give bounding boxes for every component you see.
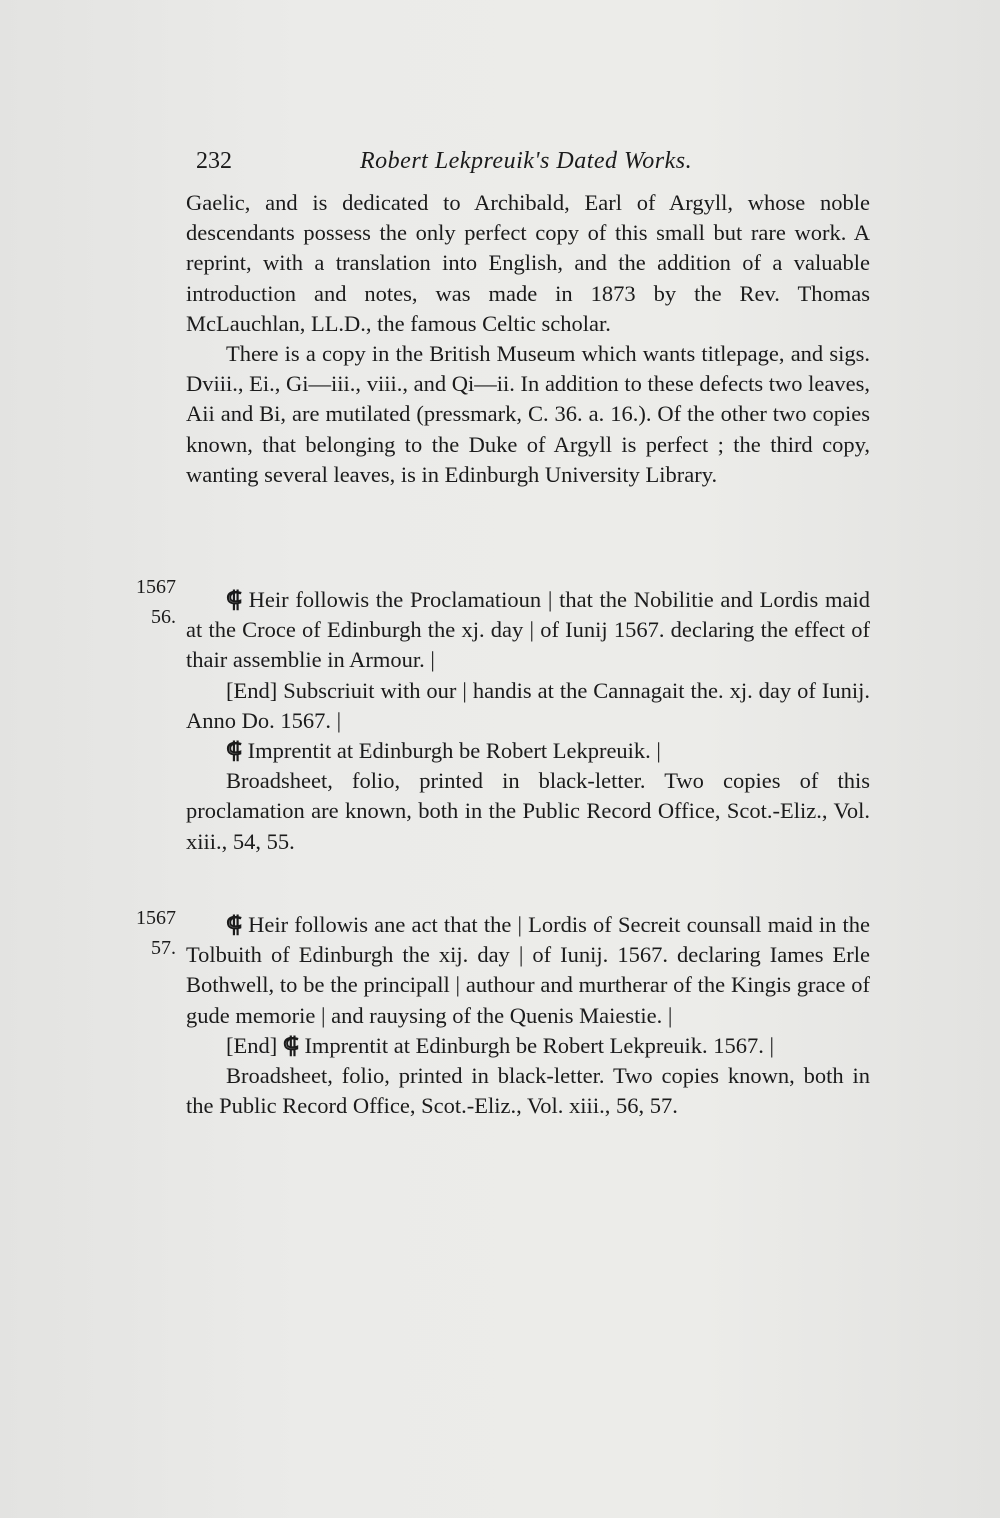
bibliography-entry — [186, 910, 870, 1121]
bibliography-entry — [186, 585, 870, 857]
intro-block — [186, 188, 870, 490]
entry-number: 56. — [151, 606, 176, 628]
entry-colophon: [End] — [226, 1032, 278, 1058]
entry-title-text: Heir followis the Proclamatioun | that the Nobilitie and Lordis maid at the Croce of Edinburgh the xj. day | of Iunij 1567. declaring the effect of thair assemblie in Armour. | — [186, 587, 870, 673]
paragraph-mark-icon: ⸿ — [226, 587, 242, 612]
entry-year: 1567 — [136, 576, 176, 598]
entry-note: Broadsheet, folio, printed in black-letter. Two copies of this proclamation are known, both in the Public Record Office, Scot.-Eliz., Vol. xiii., 54, 55. — [186, 768, 870, 854]
paragraph-mark-icon: ⸿ — [282, 1032, 299, 1058]
margin-note — [118, 903, 176, 963]
page-header — [196, 148, 866, 188]
entry-imprint-text: Imprentit at Edinburgh be Robert Lekpreuik. | — [247, 738, 661, 764]
entry-number: 57. — [151, 937, 176, 959]
entry-imprint — [186, 736, 870, 766]
entry-imprint-text: Imprentit at Edinburgh be Robert Lekpreuik. 1567. | — [304, 1032, 775, 1058]
paragraph-mark-icon: ⸿ — [226, 738, 242, 764]
entry-title-text: Heir followis ane act that the | Lordis of Secreit counsall maid in the Tolbuith of Edinburgh the xij. day | of Iunij. 1567. declaring Iames Erle Bothwell, to be the principall | authour and murtherar of the Kingis grace of gude memorie | and rauysing of the Quenis Maiestie. | — [186, 912, 871, 1028]
margin-note — [118, 572, 176, 632]
entry-title — [186, 910, 870, 1031]
entry-note: Broadsheet, folio, printed in black-letter. Two copies known, both in the Public Record Office, Scot.-Eliz., Vol. xiii., 56, 57. — [186, 1063, 870, 1119]
intro-paragraph: There is a copy in the British Museum which wants titlepage, and sigs. Dviii., Ei., Gi—iii., viii., and Qi—ii. In addition to these defects two leaves, Aii and Bi, are mutilated (pressmark, C. 36. a. 16.). Of the other two copies known, that belonging to the Duke of Argyll is perfect ; the third copy, wanting several leaves, is in Edinburgh University Library. — [186, 341, 870, 487]
entry-year: 1567 — [136, 907, 176, 929]
entry-colophon-imprint — [186, 1031, 870, 1061]
page-number: 232 — [196, 148, 232, 174]
running-title: Robert Lekpreuik's Dated Works. — [360, 148, 693, 174]
intro-paragraph: Gaelic, and is dedicated to Archibald, Earl of Argyll, whose noble descendants possess the only perfect copy of this small but rare work. A reprint, with a translation into English, and the addition of a valuable introduction and notes, was made in 1873 by the Rev. Thomas McLauchlan, LL.D., the famous Celtic scholar. — [186, 190, 870, 336]
entry-title — [186, 585, 870, 676]
entry-colophon: [End] Subscriuit with our | handis at the Cannagait the. xj. day of Iunij. Anno Do. 1567. | — [186, 677, 870, 733]
paragraph-mark-icon: ⸿ — [226, 912, 242, 937]
